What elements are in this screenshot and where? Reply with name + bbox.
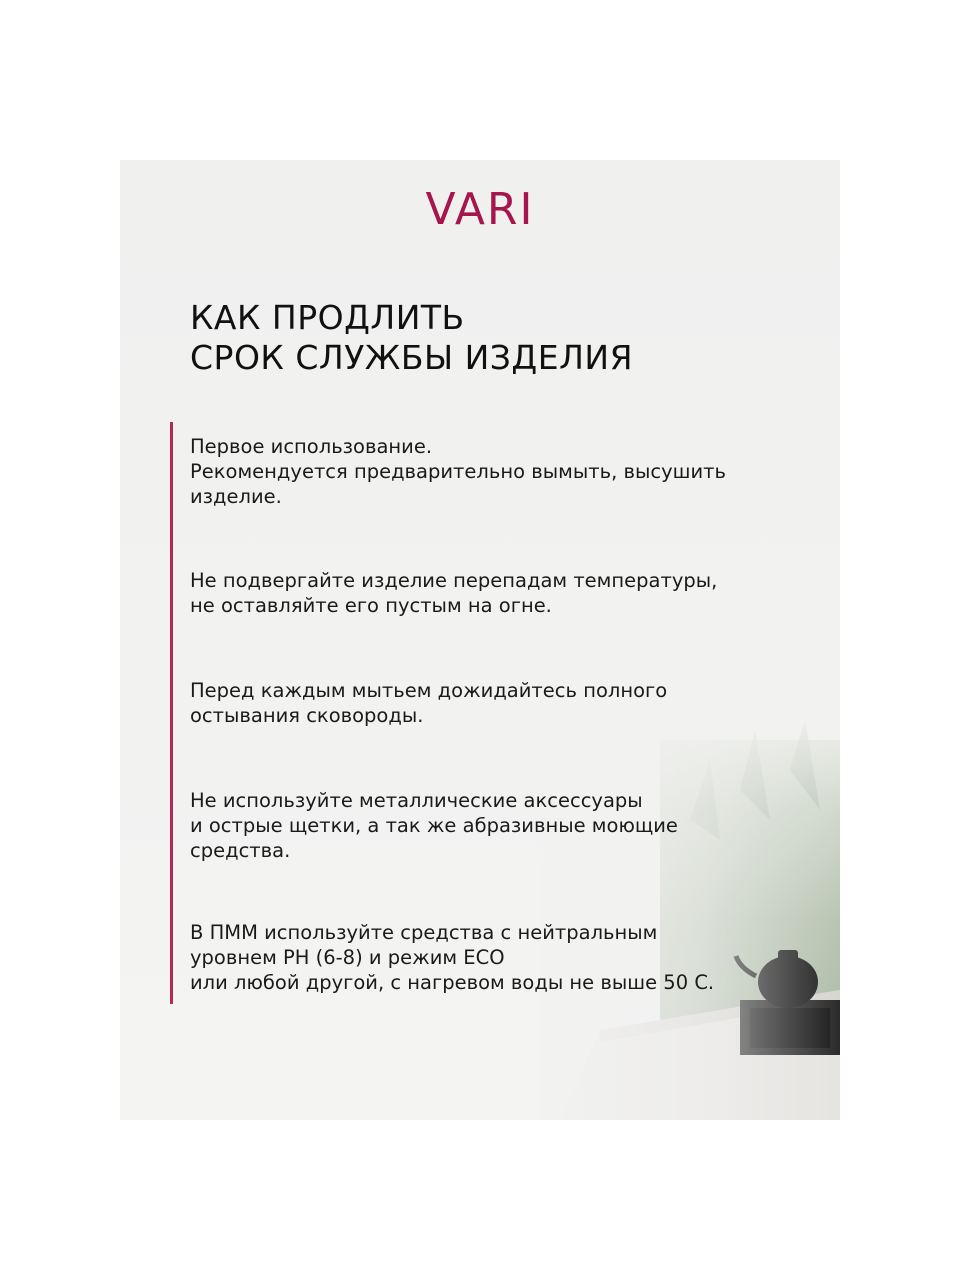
tip-line: уровнем PH (6-8) и режим ECO: [190, 946, 505, 969]
tip-line: Рекомендуется предварительно вымыть, высушить: [190, 460, 727, 483]
accent-divider: [170, 422, 173, 1004]
tip-line: Не подвергайте изделие перепадам температуры,: [190, 569, 718, 592]
tip-line: средства.: [190, 839, 291, 862]
tip-line: Не используйте металлические аксессуары: [190, 789, 643, 812]
tip-line: не оставляйте его пустым на огне.: [190, 594, 552, 617]
tip-dishwasher: [190, 920, 810, 995]
tip-line: и острые щетки, а так же абразивные моющие: [190, 814, 678, 837]
tip-line: изделие.: [190, 485, 282, 508]
tip-temperature: [190, 568, 810, 618]
tip-line: В ПММ используйте средства с нейтральным: [190, 921, 658, 944]
kitchen-scene-image: [540, 700, 840, 1120]
tip-accessories: [190, 788, 810, 863]
info-card: [120, 160, 840, 1120]
title-line: СРОК СЛУЖБЫ ИЗДЕЛИЯ: [190, 338, 633, 377]
tip-line: Перед каждым мытьем дожидайтесь полного: [190, 679, 668, 702]
tip-line: или любой другой, с нагревом воды не выше 50 С.: [190, 971, 715, 994]
tip-line: остывания сковороды.: [190, 704, 424, 727]
tip-cooling: [190, 678, 810, 728]
title-line: КАК ПРОДЛИТЬ: [190, 298, 465, 337]
page-title: [190, 298, 810, 378]
tip-first-use: [190, 434, 810, 509]
tip-line: Первое использование.: [190, 435, 433, 458]
brand-logo: VARI: [425, 184, 535, 235]
